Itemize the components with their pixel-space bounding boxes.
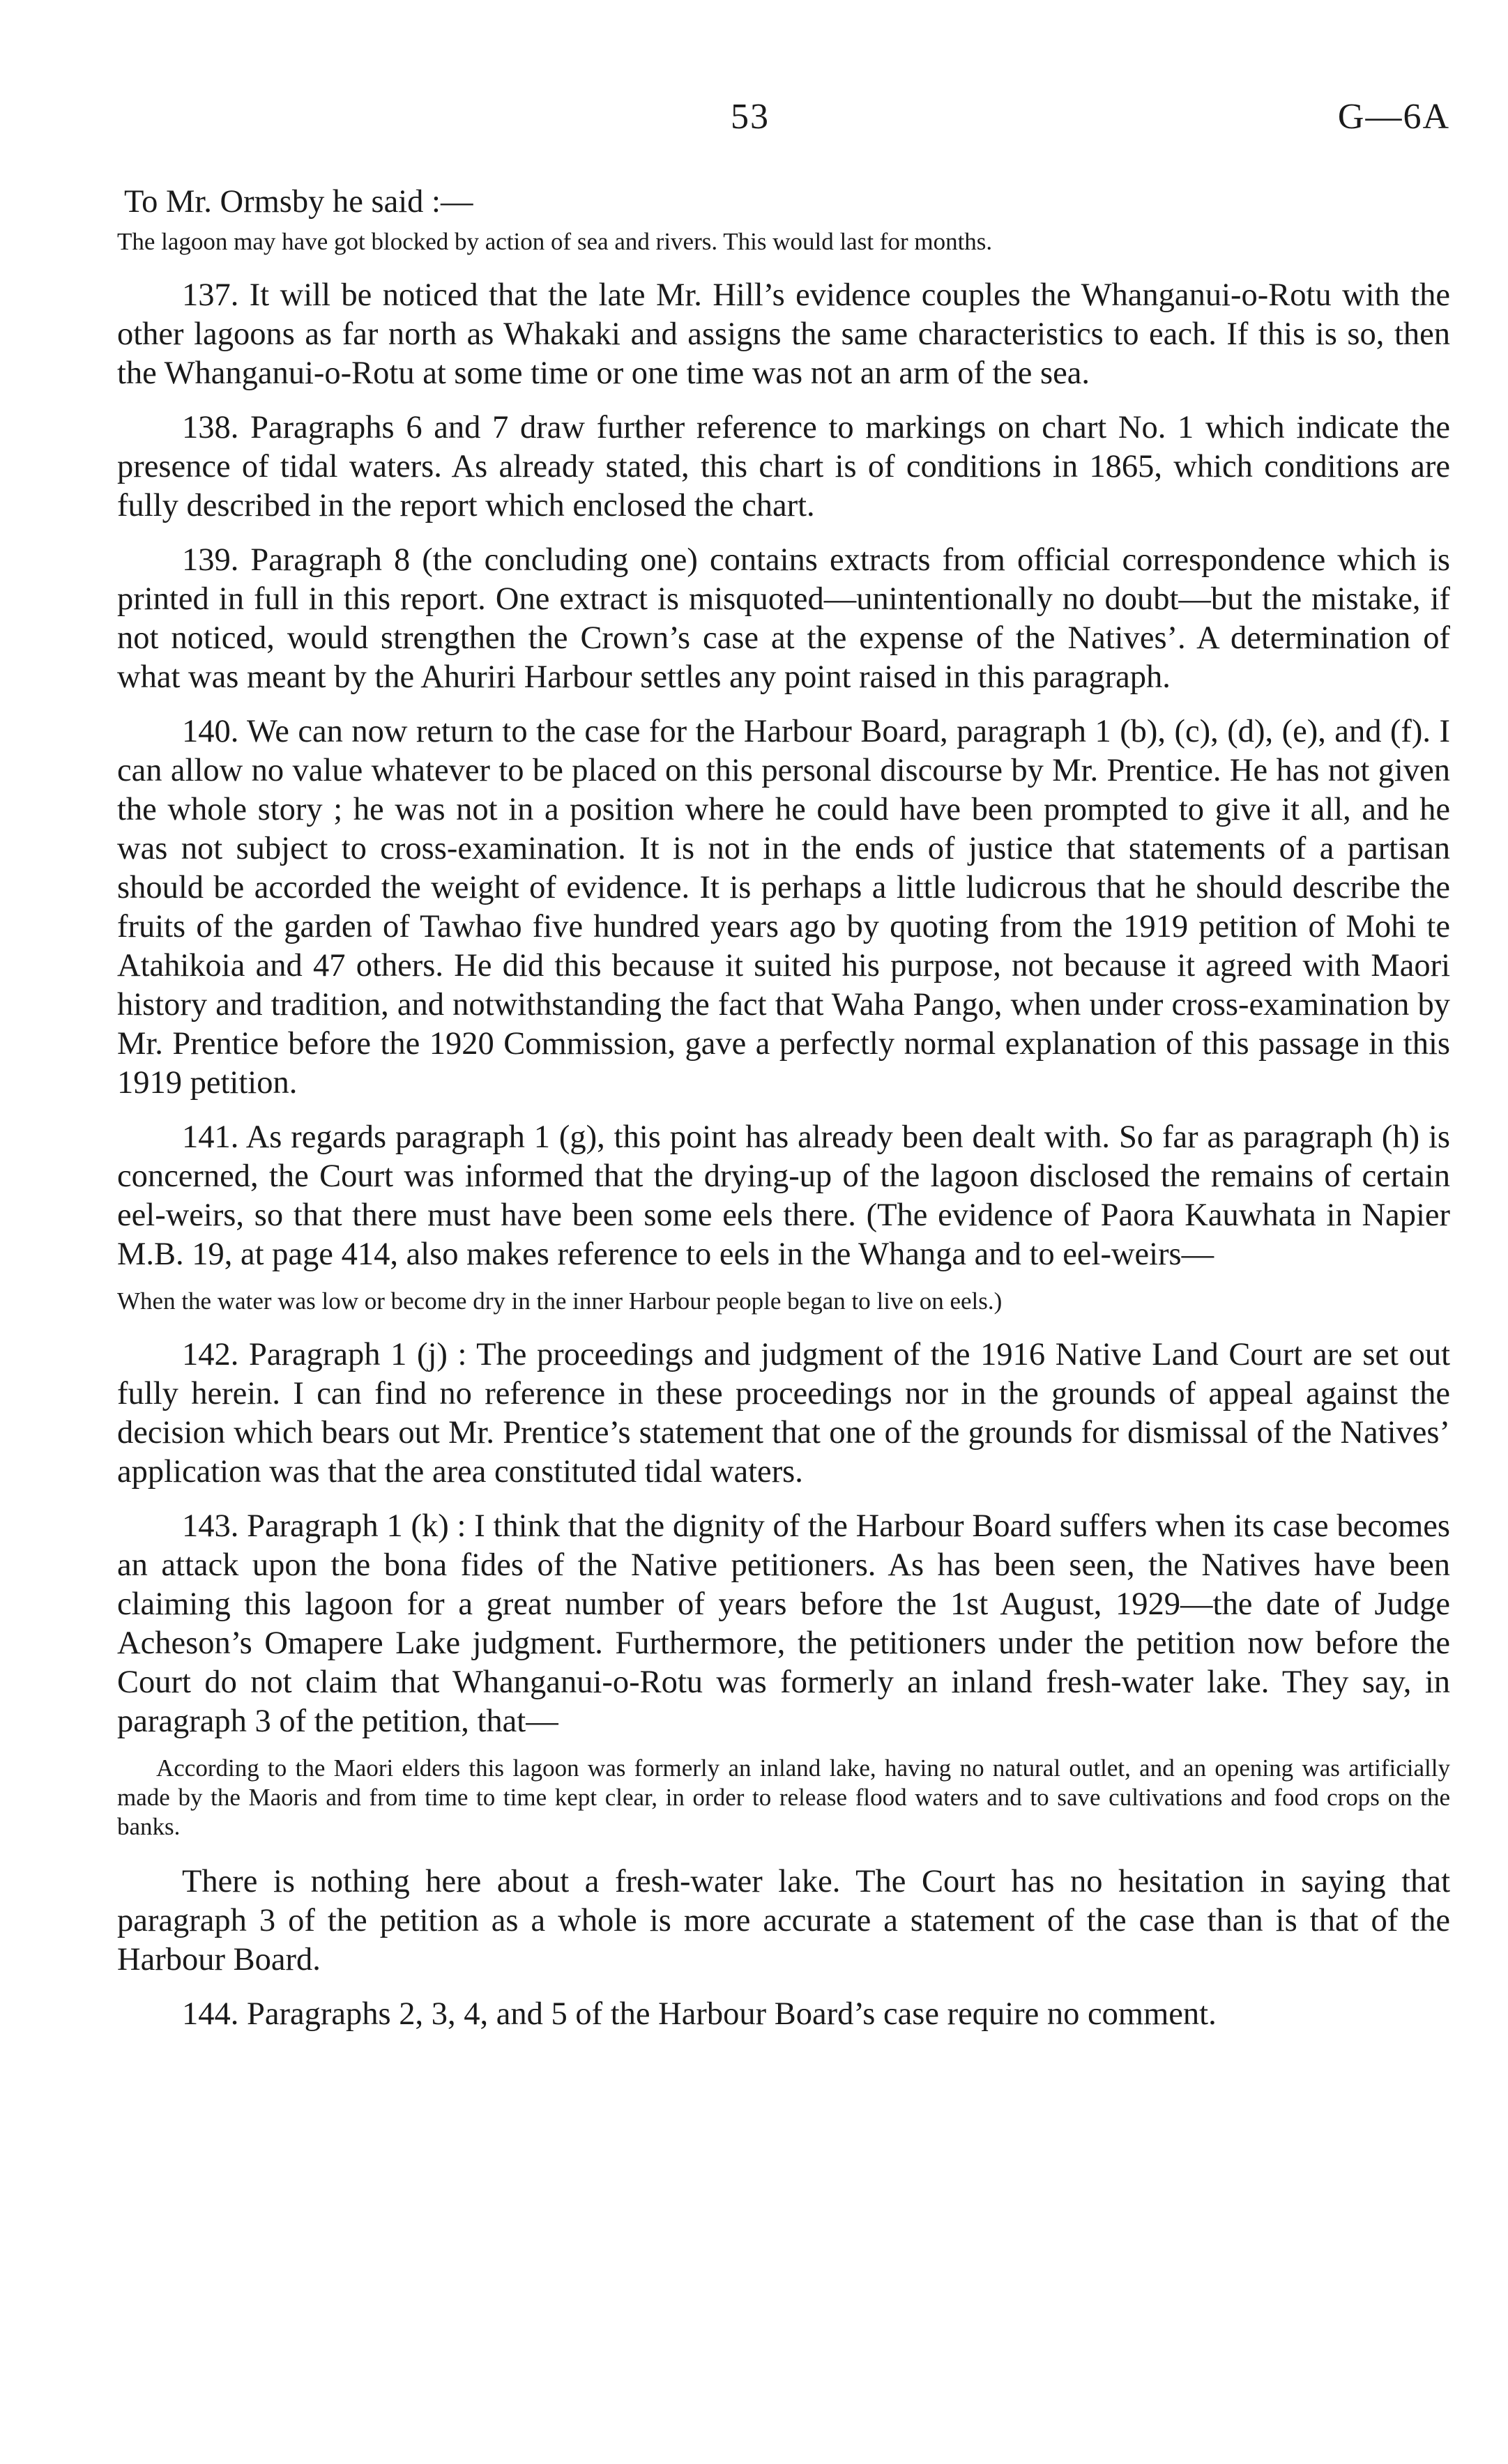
document-code: G—6A [1337,97,1450,137]
quote-maori-elders: According to the Maori elders this lagoon was formerly an inland lake, having no natural outlet, and an opening was artificially made by the Maoris and from time to time kept clear, in order to release flood waters and to save cultivations and food crops on the banks. [117,1754,1450,1840]
paragraph-144: 144. Paragraphs 2, 3, 4, and 5 of the Harbour Board’s case require no comment. [182,1996,1217,2032]
page-number: 53 [731,97,770,137]
paragraph-143: 143. Paragraph 1 (k) : I think that the dignity of the Harbour Board suffers when its case becomes an attack upon the bona fides of the Native petitioners. As has been seen, the Natives have been claiming this lagoon for a great number of years before the 1st August, 1929—the date of Judge Acheson’s Omapere Lake judgment. Furthermore, the petitioners under the petition now before the Court do not claim that Whanganui-o-Rotu was formerly an inland fresh-water lake. They say, in paragraph 3 of the petition, that— [117,1508,1450,1739]
quote-ormsby: The lagoon may have got blocked by action of sea and rivers. This would last for months. [117,228,993,255]
quote-eels: When the water was low or become dry in the inner Harbour people began to live on eels.) [117,1287,1003,1315]
paragraph-141: 141. As regards paragraph 1 (g), this point has already been dealt with. So far as paragraph (h) is concerned, the Court was informed that the drying-up of the lagoon disclosed the remains of certain eel-weirs, so that there must have been some eels there. (The evidence of Paora Kauwhata in Napier M.B. 19, at page 414, also makes reference to eels in the Whanga and to eel-weirs— [117,1119,1450,1272]
document-body [117,183,1450,2049]
paragraph-142: 142. Paragraph 1 (j) : The proceedings and judgment of the 1916 Native Land Court are set out fully herein. I can find no reference in these proceedings nor in the grounds of appeal against the decision which bears out Mr. Prentice’s statement that one of the grounds for dismissal of the Natives’ application was that the area constituted tidal waters. [117,1337,1450,1490]
paragraph-138: 138. Paragraphs 6 and 7 draw further reference to markings on chart No. 1 which indicate the presence of tidal waters. As already stated, this chart is of conditions in 1865, which conditions are fully described in the report which enclosed the chart. [117,410,1450,523]
paragraph-139: 139. Paragraph 8 (the concluding one) contains extracts from official correspondence which is printed in full in this report. One extract is misquoted—unintentionally no doubt—but the mistake, if not noticed, would strengthen the Crown’s case at the expense of the Natives’. A determination of what was meant by the Ahuriri Harbour settles any point raised in this paragraph. [117,542,1450,695]
paragraph-137: 137. It will be noticed that the late Mr. Hill’s evidence couples the Whanganui-o-Rotu with the other lagoons as far north as Whakaki and assigns the same characteristics to each. If this is so, then the Whanganui-o-Rotu at some time or one time was not an arm of the sea. [117,277,1450,391]
page-header [117,96,1450,145]
paragraph-140: 140. We can now return to the case for the Harbour Board, paragraph 1 (b), (c), (d), (e), and (f). I can allow no value whatever to be placed on this personal discourse by Mr. Prentice. He has not given the whole story ; he was not in a position where he could have been prompted to give it all, and he was not subject to cross-examination. It is not in the ends of justice that statements of a partisan should be accorded the weight of evidence. It is perhaps a little ludicrous that he should describe the fruits of the garden of Tawhao five hundred years ago by quoting from the 1919 petition of Mohi te Atahikoia and 47 others. He did this because it suited his purpose, not because it agreed with Maori history and tradition, and notwithstanding the fact that Waha Pango, when under cross-examination by Mr. Prentice before the 1920 Commission, gave a perfectly normal explanation of this passage in this 1919 petition. [117,714,1450,1101]
paragraph-143-conclusion: There is nothing here about a fresh-water lake. The Court has no hesitation in saying that paragraph 3 of the petition as a whole is more accurate a statement of the case than is that of the Harbour Board. [117,1864,1450,1977]
intro-line: To Mr. Ormsby he said :— [124,184,473,220]
